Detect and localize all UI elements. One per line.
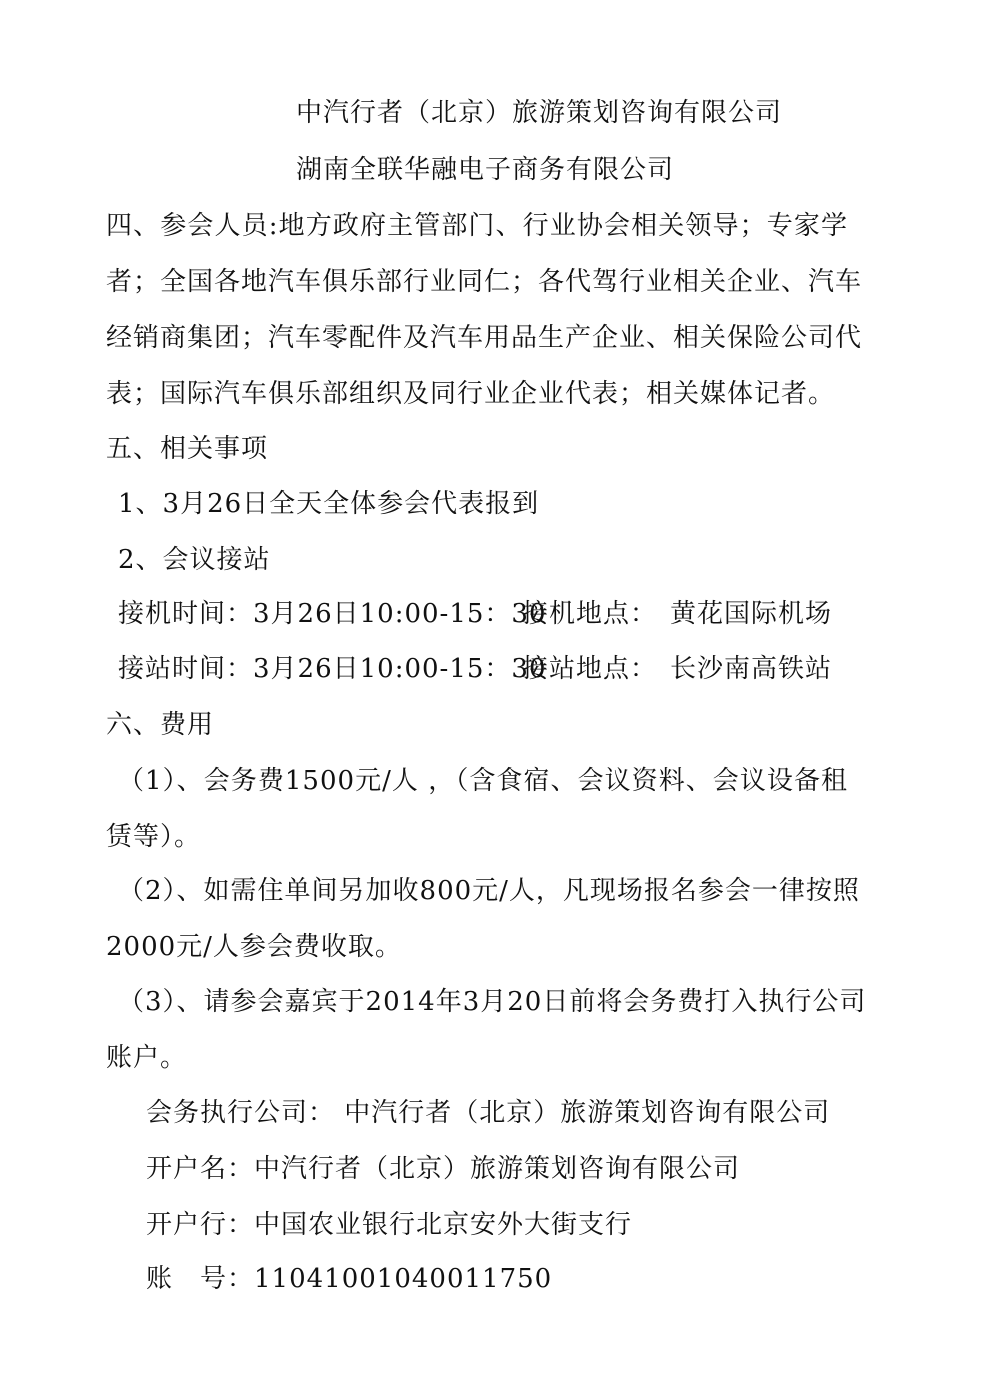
account-name: 开户名：中汽行者（北京）旅游策划咨询有限公司 <box>146 1154 741 1184</box>
bank-name: 开户行：中国农业银行北京安外大街支行 <box>146 1210 633 1240</box>
fee1-line-2: 赁等）。 <box>106 822 202 852</box>
station-place-label: 接站地点： <box>522 654 658 684</box>
fee2-line-2: 2000元/人参会费收取。 <box>106 932 402 962</box>
account-number: 11041001040011750 <box>254 1264 553 1294</box>
airport-location: 黄花国际机场 <box>670 599 833 629</box>
header-org-1: 中汽行者（北京）旅游策划咨询有限公司 <box>296 98 783 128</box>
fee1-line-1: （1）、会务费1500元/人 ，（含食宿、会议资料、会议设备租 <box>118 766 848 796</box>
account-number-label: 账 号： <box>146 1264 255 1294</box>
section5-title: 五、相关事项 <box>106 434 269 464</box>
section4-line-2: 者；全国各地汽车俱乐部行业同仁；各代驾行业相关企业、汽车 <box>106 267 863 297</box>
fee3-line-1: （3）、请参会嘉宾于2014年3月20日前将会务费打入执行公司 <box>118 987 867 1017</box>
executor-company: 会务执行公司： 中汽行者（北京）旅游策划咨询有限公司 <box>146 1098 831 1128</box>
station-time: 接站时间：3月26日10:00-15：30 <box>118 654 547 684</box>
airport-place-label: 接机地点： <box>522 599 658 629</box>
section6-title: 六、费用 <box>106 710 215 740</box>
station-location: 长沙南高铁站 <box>670 654 833 684</box>
fee3-line-2: 账户。 <box>106 1043 188 1073</box>
section4-line-1: 四、参会人员:地方政府主管部门、行业协会相关领导；专家学 <box>106 211 848 241</box>
section4-line-4: 表；国际汽车俱乐部组织及同行业企业代表；相关媒体记者。 <box>106 379 836 409</box>
airport-time: 接机时间：3月26日10:00-15：30 <box>118 599 547 629</box>
section4-line-3: 经销商集团；汽车零配件及汽车用品生产企业、相关保险公司代 <box>106 323 863 353</box>
section5-item-1: 1、3月26日全天全体参会代表报到 <box>118 489 540 519</box>
fee2-line-1: （2）、如需住单间另加收800元/人，凡现场报名参会一律按照 <box>118 876 860 906</box>
section5-item-2: 2、会议接站 <box>118 545 271 575</box>
header-org-2: 湖南全联华融电子商务有限公司 <box>296 155 675 185</box>
